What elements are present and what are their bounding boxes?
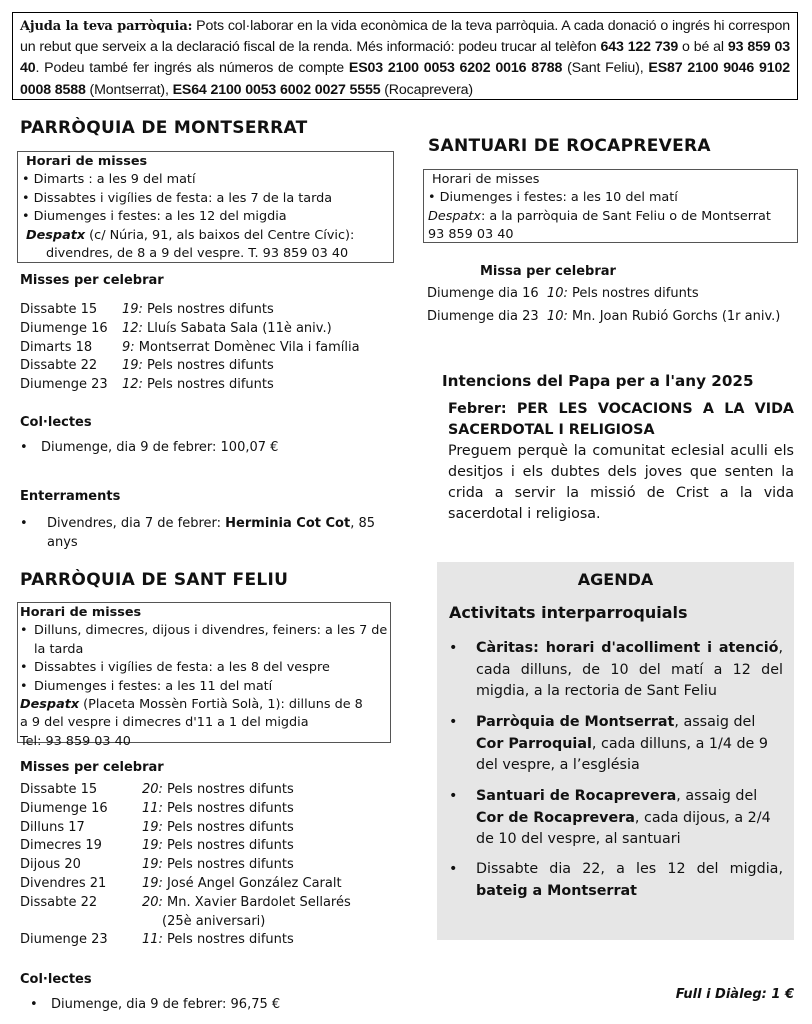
bullet-icon: •: [449, 861, 458, 877]
schedule-item: • Dissabtes i vigílies de festa: a les 8 del vespre: [20, 660, 330, 676]
missa-intent: 19: José Angel González Caralt: [142, 876, 342, 891]
missa-intent: 19: Pels nostres difunts: [122, 358, 274, 374]
agenda-box: AGENDA Activitats interparroquials • Càritas: horari d'acolliment i atenció, cada dilluns, de 10 del matí a 12 del migdia, a la rectoria de Sant Feliu • Parròquia de Montserrat, assaig del Cor Parroquial, cada dilluns, a 1/4 de 9 del vespre, a l’església • Santuari de Rocaprevera, assaig del Cor de Rocaprevera, cada dijous, a 2/4 de 10 del vespre, al santuari • Dissabte dia 22, a les 12 del migdia, bateig a Montserrat: [437, 562, 794, 940]
account-number: ES87 2100 9046 9102 0008 8588: [20, 60, 790, 98]
bullet-icon: •: [449, 714, 458, 730]
schedule-item: • Diumenges i festes: a les 11 del matí: [20, 678, 273, 694]
santfeliu-schedule-box: Horari de misses • Dilluns, dimecres, dijous i divendres, feiners: a les 7 de la tarda • Dissabtes i vigílies de festa: a les 8 del vespre • Diumenges i festes: a les 11 del matí Despatx (Placeta Mossèn Fortià Solà, 1): dilluns de 8 a 9 del vespre i dimecres d'11 a 1 del migdia Tel: 93 859 03 40: [17, 602, 391, 743]
missa-day: Dissabte 15: [20, 302, 98, 317]
bullet-icon: •: [449, 640, 458, 656]
missa-day: Dissabte 22: [20, 358, 98, 374]
montserrat-schedule-box: Horari de misses • Dimarts : a les 9 del matí • Dissabtes i vigílies de festa: a les 7 de la tarda • Diumenges i festes: a les 12 del migdia Despatx (c/ Núria, 91, als baixos del Centre Cívic): divendres, de 8 a 9 del vespre. T. 93 859 03 40: [17, 151, 394, 263]
schedule-item: • Diumenges i festes: a les 10 del matí: [428, 190, 678, 206]
phone-number: 643 122 739: [600, 39, 679, 56]
missa-intent: 11: Pels nostres difunts: [142, 932, 294, 948]
missa-day: Dilluns 17: [20, 819, 85, 835]
despatx-hours: divendres, de 8 a 9 del vespre. T. 93 859 03 40: [46, 246, 349, 262]
price-label: Full i Diàleg: 1 €: [675, 987, 794, 1002]
missa-intent: 19: Pels nostres difunts: [142, 838, 294, 854]
papa-intention: Febrer: PER LES VOCACIONS A LA VIDA SACERDOTAL I RELIGIOSA Preguem perquè la comunitat eclesial aculli els desitjos i els dubtes dels joves que senten la crida a servir la missió de Crist a la vida sacerdotal i religiosa.: [448, 399, 794, 525]
misses-title: Misses per celebrar: [20, 760, 164, 775]
missa-day: Diumenge 23: [20, 377, 108, 393]
agenda-title: AGENDA: [577, 570, 654, 589]
missa-day: Dijous 20: [20, 857, 81, 873]
missa-day: Diumenge 16: [20, 800, 108, 816]
rocaprevera-schedule-box: Horari de misses • Diumenges i festes: a les 10 del matí Despatx: a la parròquia de Sant Feliu o de Montserrat 93 859 03 40: [423, 169, 798, 243]
bullet-icon: •: [449, 788, 458, 804]
missa-day: Dimarts 18: [20, 339, 93, 355]
phone: 93 859 03 40: [428, 227, 514, 243]
missa-intent: 12: Lluís Sabata Sala (11è aniv.): [122, 320, 332, 336]
schedule-title: Horari de misses: [432, 172, 540, 187]
deceased-name: Herminia Cot Cot: [225, 516, 351, 531]
enterraments-title: Enterraments: [20, 489, 121, 504]
missa-intent: 12: Pels nostres difunts: [122, 377, 274, 393]
missa-intent: 9: Montserrat Domènec Vila i família: [122, 339, 360, 355]
schedule-title: Horari de misses: [20, 605, 142, 620]
missa-row: Diumenge dia 23 10: Mn. Joan Rubió Gorchs (1r aniv.): [427, 309, 781, 324]
missa-row: Diumenge dia 16 10: Pels nostres difunts: [427, 286, 699, 301]
account-number: ES03 2100 0053 6202 0016 8788: [348, 60, 563, 77]
schedule-item: • Dilluns, dimecres, dijous i divendres, feiners: a les 7 de: [20, 623, 388, 639]
montserrat-title: PARRÒQUIA DE MONTSERRAT: [20, 118, 308, 138]
missa-day: Dissabte 22: [20, 894, 98, 910]
missa-intent: 19: Pels nostres difunts: [142, 857, 294, 873]
missa-intent: 19: Pels nostres difunts: [142, 819, 294, 835]
schedule-item: • Dimarts : a les 9 del matí: [22, 172, 196, 188]
phone: Tel: 93 859 03 40: [20, 733, 131, 749]
papa-title: Intencions del Papa per a l'any 2025: [442, 372, 754, 390]
despatx-hours: a 9 del vespre i dimecres d'11 a 1 del migdia: [20, 715, 309, 731]
collectes-title: Col·lectes: [20, 415, 92, 430]
missa-day: Dimecres 19: [20, 838, 102, 854]
account-number: ES64 2100 0053 6002 0027 5555: [172, 81, 381, 98]
agenda-subtitle: Activitats interparroquials: [449, 603, 688, 622]
schedule-title: Horari de misses: [26, 154, 148, 169]
missa-title: Missa per celebrar: [480, 264, 616, 279]
misses-title: Misses per celebrar: [20, 273, 164, 288]
missa-intent-continued: (25è aniversari): [162, 913, 266, 929]
despatx-label: Despatx: [428, 208, 481, 224]
rocaprevera-title: SANTUARI DE ROCAPREVERA: [428, 136, 711, 156]
phone-number: 93 859 03 40: [20, 39, 790, 77]
papa-text: Preguem perquè la comunitat eclesial aculli els desitjos i els dubtes dels joves que senten la crida a servir la missió de Crist a la vida sacerdotal i religiosa.: [448, 443, 794, 522]
missa-intent: 19: Pels nostres difunts: [122, 302, 274, 317]
missa-intent: 11: Pels nostres difunts: [142, 800, 294, 816]
missa-day: Dissabte 15: [20, 782, 98, 797]
schedule-item: • Diumenges i festes: a les 12 del migdia: [22, 209, 287, 225]
notice-lead: Ajuda la teva parròquia:: [20, 19, 193, 34]
collectes-title: Col·lectes: [20, 972, 92, 987]
missa-day: Diumenge 16: [20, 320, 108, 336]
missa-intent: 20: Pels nostres difunts: [142, 782, 294, 797]
despatx-label: Despatx: [20, 697, 80, 713]
donation-notice: Ajuda la teva parròquia: Pots col·laborar en la vida econòmica de la teva parròquia. A cada donació o ingrés hi correspon un rebut que serveix a la declaració fiscal de la renda. Més informació: podeu trucar al telèfon 643 122 739 o bé al 93 859 03 40. Podeu també fer ingrés als números de compte ES03 2100 0053 6202 0016 8788 (Sant Feliu), ES87 2100 9046 9102 0008 8588 (Montserrat), ES64 2100 0053 6002 0027 5555 (Rocaprevera): [12, 12, 798, 100]
missa-intent: 20: Mn. Xavier Bardolet Sellarés: [142, 894, 351, 910]
missa-day: Divendres 21: [20, 876, 107, 891]
missa-day: Diumenge 23: [20, 932, 108, 948]
despatx-label: Despatx: [26, 227, 86, 243]
santfeliu-title: PARRÒQUIA DE SANT FELIU: [20, 570, 289, 590]
schedule-item: • Dissabtes i vigílies de festa: a les 7 de la tarda: [22, 190, 333, 206]
